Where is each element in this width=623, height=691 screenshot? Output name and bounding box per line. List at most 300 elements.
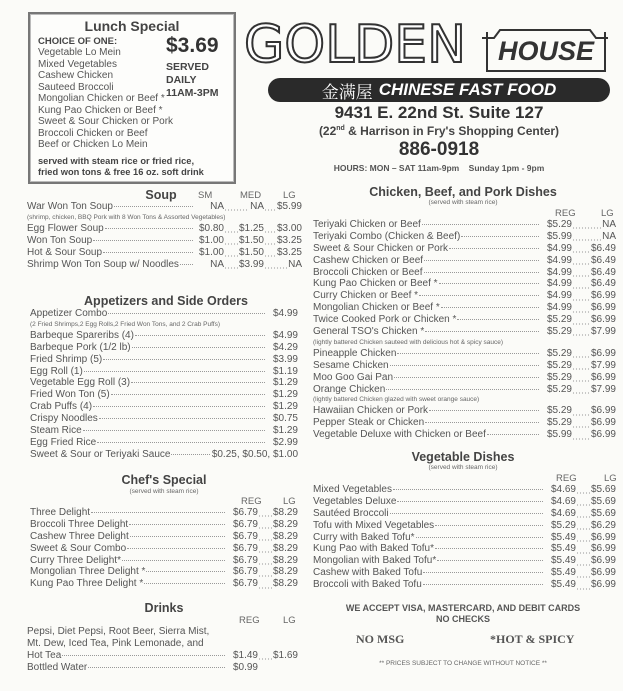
item-price bbox=[572, 231, 616, 243]
dot-leader bbox=[425, 331, 539, 332]
item-price-value: $4.29 bbox=[272, 341, 298, 353]
dot-leader bbox=[108, 313, 265, 314]
lunch-item: Mixed Vegetables bbox=[38, 58, 117, 70]
item-name: Broccoli Three Delight bbox=[30, 518, 129, 530]
item-price-value: $4.99 bbox=[272, 329, 298, 341]
menu-item-row bbox=[313, 302, 616, 314]
item-price bbox=[226, 566, 258, 578]
item-price bbox=[226, 578, 258, 590]
item-price-value: $5.69 bbox=[590, 507, 616, 519]
item-price bbox=[258, 507, 298, 519]
item-price-value: $4.99 bbox=[272, 308, 298, 319]
item-price-value: $6.79 bbox=[232, 566, 258, 578]
dot-leader bbox=[122, 560, 225, 561]
item-price bbox=[572, 405, 616, 417]
item-price bbox=[264, 235, 302, 247]
menu-item-row bbox=[313, 243, 616, 255]
dot-leader bbox=[449, 248, 539, 249]
item-name: Egg Fried Rice bbox=[30, 436, 97, 448]
item-price-value: $5.29 bbox=[546, 371, 572, 383]
menu-item-row bbox=[30, 425, 298, 437]
dot-leader bbox=[99, 418, 265, 419]
item-price-value: $5.99 bbox=[276, 201, 302, 212]
item-price bbox=[258, 662, 298, 674]
item-name: Sautéed Broccoli bbox=[313, 507, 389, 519]
item-name: Broccoli with Baked Tofu bbox=[313, 579, 422, 591]
menu-item-row bbox=[313, 267, 616, 279]
item-price-value: $0.80 bbox=[198, 222, 224, 234]
item-name: Kung Pao with Baked Tofu* bbox=[313, 543, 435, 555]
lunch-served bbox=[166, 61, 234, 100]
item-price bbox=[572, 243, 616, 255]
item-price bbox=[194, 201, 224, 213]
item-price bbox=[224, 259, 264, 271]
lunch-footer-line: served with steam rice or fried rice, bbox=[38, 156, 195, 166]
dot-leader bbox=[114, 206, 193, 207]
item-price bbox=[572, 360, 616, 372]
menu-item-row bbox=[313, 255, 616, 267]
item-price bbox=[572, 429, 616, 441]
item-price-value: $8.29 bbox=[272, 507, 298, 518]
item-price-value: $1.29 bbox=[272, 377, 298, 389]
chefs-special-note: (served with steam rice) bbox=[129, 488, 199, 495]
soup-list bbox=[27, 201, 302, 270]
item-name: Orange Chicken bbox=[313, 383, 386, 395]
item-name: Vegetable Deluxe with Chicken or Beef bbox=[313, 429, 486, 441]
item-price-value: $4.99 bbox=[546, 278, 572, 290]
menu-item-row bbox=[313, 484, 616, 496]
menu-item-row bbox=[313, 326, 616, 338]
item-price-value: $6.99 bbox=[590, 405, 616, 417]
menu-item-row bbox=[27, 247, 302, 259]
menu-item-row bbox=[27, 235, 302, 247]
lunch-special-title: Lunch Special bbox=[84, 18, 180, 34]
served-daily: SERVED DAILY bbox=[166, 61, 209, 86]
vegetable-note: (served with steam rice) bbox=[428, 464, 498, 471]
hours: HOURS: MON – SAT 11am-9pm Sunday 1pm - 9pm bbox=[333, 163, 545, 173]
item-price bbox=[540, 417, 572, 429]
menu-item-row bbox=[313, 567, 616, 579]
item-price-value: $8.29 bbox=[272, 566, 298, 578]
tagline-banner bbox=[268, 78, 610, 102]
item-name: Hot & Sour Soup bbox=[27, 246, 103, 258]
item-price-value: NA bbox=[210, 258, 224, 270]
item-price-value: $7.99 bbox=[590, 359, 616, 371]
item-name: Sesame Chicken bbox=[313, 359, 389, 371]
item-name: Moo Goo Gai Pan bbox=[313, 371, 394, 383]
dot-leader bbox=[439, 283, 539, 284]
lunch-hours: 11AM-3PM bbox=[166, 87, 219, 99]
menu-item-row bbox=[30, 366, 298, 378]
vegetable-title: Vegetable Dishes bbox=[411, 450, 515, 464]
item-name: Cashew Three Delight bbox=[30, 530, 129, 542]
item-price-value: $6.99 bbox=[590, 531, 616, 543]
location-sup: nd bbox=[336, 125, 345, 132]
item-price-value: $5.29 bbox=[546, 359, 572, 371]
item-price bbox=[544, 543, 576, 555]
menu-item-row bbox=[313, 429, 616, 441]
item-name: Shrimp Won Ton Soup w/ Noodles bbox=[27, 258, 179, 270]
item-price bbox=[258, 543, 298, 555]
item-price-value: $6.49 bbox=[590, 242, 616, 254]
dot-leader bbox=[397, 501, 543, 502]
item-price-value: $5.99 bbox=[546, 429, 572, 441]
menu-item-row bbox=[27, 223, 302, 235]
col-reg: REG bbox=[556, 473, 577, 484]
dot-leader bbox=[111, 394, 265, 395]
item-price bbox=[540, 219, 572, 231]
dot-leader bbox=[390, 365, 539, 366]
menu-item-row bbox=[30, 449, 298, 461]
menu-item-row bbox=[313, 348, 616, 360]
item-name: Kung Pao Three Delight * bbox=[30, 578, 144, 590]
item-price-value: NA bbox=[250, 201, 264, 212]
menu-item-row bbox=[313, 579, 616, 591]
dot-leader bbox=[93, 240, 193, 241]
lunch-items bbox=[38, 47, 173, 151]
logo-house-text: HOUSE bbox=[486, 32, 606, 72]
item-price-value: $8.29 bbox=[272, 554, 298, 566]
item-price-value: $6.29 bbox=[590, 519, 616, 531]
item-name: Tofu with Mixed Vegetables bbox=[313, 519, 435, 531]
item-price-value bbox=[297, 662, 298, 673]
item-price-value: $5.49 bbox=[550, 579, 576, 591]
item-price bbox=[572, 267, 616, 279]
item-price bbox=[544, 579, 576, 591]
item-price-value: $3.25 bbox=[276, 234, 302, 246]
item-name: Curry with Baked Tofu* bbox=[313, 531, 415, 543]
item-price-value: $5.29 bbox=[546, 383, 572, 395]
item-name: Curry Chicken or Beef * bbox=[313, 290, 419, 302]
menu-item-row bbox=[313, 417, 616, 429]
item-price-value: $4.99 bbox=[546, 266, 572, 278]
item-price-value: $7.99 bbox=[590, 383, 616, 395]
col-lg: LG bbox=[604, 473, 617, 484]
item-price-value: $4.99 bbox=[546, 242, 572, 254]
lunch-item: Sauteed Broccoli bbox=[38, 81, 114, 93]
menu-item-row bbox=[313, 532, 616, 544]
item-price-value: $4.69 bbox=[550, 495, 576, 507]
dot-leader bbox=[437, 560, 543, 561]
dot-leader bbox=[419, 295, 539, 296]
item-price bbox=[540, 326, 572, 338]
menu-item-row bbox=[313, 496, 616, 508]
item-price bbox=[224, 235, 264, 247]
chicken-beef-pork-title: Chicken, Beef, and Pork Dishes bbox=[369, 185, 557, 199]
lunch-item: Sweet & Sour Chicken or Pork bbox=[38, 116, 174, 127]
item-name: Hawaiian Chicken or Pork bbox=[313, 405, 429, 417]
item-price bbox=[540, 314, 572, 326]
dot-leader bbox=[422, 224, 539, 225]
dot-leader bbox=[386, 389, 539, 390]
menu-item-row bbox=[313, 543, 616, 555]
item-price bbox=[264, 201, 302, 213]
item-price bbox=[226, 543, 258, 555]
item-name: Mongolian with Baked Tofu* bbox=[313, 555, 437, 567]
item-price bbox=[576, 484, 616, 496]
menu-item-row bbox=[30, 354, 298, 366]
item-name: Hot Tea bbox=[27, 650, 62, 661]
item-price-value: $6.79 bbox=[232, 542, 258, 554]
menu-item-row bbox=[30, 543, 298, 555]
item-price-value: $6.99 bbox=[590, 314, 616, 326]
vegetable-list bbox=[313, 484, 616, 591]
menu-item-row bbox=[313, 278, 616, 290]
drinks-desc bbox=[27, 626, 209, 650]
menu-item-row bbox=[313, 384, 616, 396]
item-price bbox=[226, 519, 258, 531]
item-price bbox=[266, 342, 298, 354]
item-price-value: $4.69 bbox=[550, 507, 576, 519]
item-price bbox=[540, 267, 572, 279]
item-price bbox=[258, 566, 298, 578]
item-name: Steam Rice bbox=[30, 425, 82, 437]
menu-item-row bbox=[313, 555, 616, 567]
item-price-value: $6.99 bbox=[590, 579, 616, 591]
item-name: Won Ton Soup bbox=[27, 234, 93, 246]
dot-leader bbox=[424, 272, 540, 273]
item-price bbox=[572, 255, 616, 267]
item-price-value: NA bbox=[210, 201, 224, 212]
phone: 886-0918 bbox=[398, 139, 480, 160]
item-price bbox=[224, 201, 264, 213]
dot-leader bbox=[88, 667, 225, 668]
menu-item-row bbox=[313, 520, 616, 532]
dot-leader bbox=[62, 655, 225, 656]
item-price-value: $0.75 bbox=[272, 413, 298, 425]
item-price-value: $5.29 bbox=[546, 417, 572, 429]
item-price-value: $7.99 bbox=[590, 326, 616, 338]
dot-leader bbox=[103, 359, 265, 360]
item-price bbox=[258, 519, 298, 531]
menu-item-row bbox=[30, 377, 298, 389]
item-name: Kung Pao Chicken or Beef * bbox=[313, 278, 438, 290]
address: 9431 E. 22nd St. Suite 127 bbox=[334, 103, 544, 122]
item-name: Sweet & Sour Combo bbox=[30, 542, 127, 554]
item-price bbox=[576, 520, 616, 532]
lunch-special-box bbox=[28, 12, 236, 184]
choice-label: CHOICE OF ONE: bbox=[38, 36, 118, 47]
item-price bbox=[540, 429, 572, 441]
item-price-value: $2.99 bbox=[272, 436, 298, 448]
item-price bbox=[576, 496, 616, 508]
item-price bbox=[264, 259, 302, 271]
lunch-item: Cashew Chicken bbox=[38, 70, 114, 81]
item-name: Appetizer Combo bbox=[30, 308, 108, 319]
menu-item-row bbox=[313, 405, 616, 417]
dot-leader bbox=[393, 489, 543, 490]
item-price bbox=[540, 243, 572, 255]
item-name: Egg Roll (1) bbox=[30, 365, 83, 377]
item-price bbox=[226, 507, 258, 519]
drinks-list bbox=[27, 650, 298, 674]
item-price-value: $6.99 bbox=[590, 555, 616, 567]
dot-leader bbox=[457, 319, 539, 320]
menu-item-row bbox=[313, 360, 616, 372]
menu-item-row bbox=[27, 259, 302, 271]
dot-leader bbox=[423, 584, 543, 585]
menu-item-row bbox=[30, 330, 298, 342]
menu-item-row bbox=[30, 437, 298, 449]
item-price-value: $8.29 bbox=[272, 518, 298, 530]
item-name: Mixed Vegetables bbox=[313, 484, 392, 495]
item-price bbox=[540, 255, 572, 267]
item-price-value: $5.29 bbox=[546, 405, 572, 417]
menu-item-row bbox=[27, 662, 298, 674]
item-price-value: $4.99 bbox=[546, 254, 572, 266]
menu-item-row bbox=[313, 231, 616, 243]
item-price bbox=[544, 508, 576, 520]
item-price bbox=[264, 223, 302, 235]
item-price bbox=[540, 302, 572, 314]
dot-leader bbox=[144, 583, 225, 584]
item-price bbox=[226, 531, 258, 543]
location-post: & Harrison in Fry's Shopping Center) bbox=[344, 124, 560, 138]
lunch-item: Vegetable Lo Mein bbox=[38, 47, 121, 58]
item-price bbox=[266, 425, 298, 437]
item-name: Fried Shrimp (5) bbox=[30, 353, 103, 365]
dot-leader bbox=[441, 307, 539, 308]
lunch-item: Mongolian Chicken or Beef * bbox=[38, 93, 165, 104]
menu-item-row bbox=[313, 219, 616, 231]
menu-item-row bbox=[30, 342, 298, 354]
drinks-desc-line: Mt. Dew, Iced Tea, Pink Lemonade, and bbox=[27, 638, 204, 649]
menu-item-row bbox=[313, 314, 616, 326]
drinks-desc-line: Pepsi, Diet Pepsi, Root Beer, Sierra Mist, bbox=[27, 626, 210, 637]
chinese-name: 金满屋 bbox=[321, 82, 373, 102]
item-price-value: $5.99 bbox=[546, 230, 572, 242]
item-price bbox=[540, 405, 572, 417]
tagline: CHINESE FAST FOOD bbox=[378, 80, 557, 99]
item-price bbox=[266, 366, 298, 378]
item-price-value: $5.29 bbox=[546, 219, 572, 230]
soup-title: Soup bbox=[145, 188, 177, 202]
item-name: Vegetable Egg Roll (3) bbox=[30, 377, 131, 389]
menu-item-row bbox=[30, 531, 298, 543]
item-name: Mongolian Chicken or Beef * bbox=[313, 302, 440, 314]
item-price bbox=[540, 360, 572, 372]
item-price-value: $6.99 bbox=[590, 429, 616, 441]
dot-leader bbox=[105, 228, 193, 229]
item-price-value: $6.49 bbox=[590, 266, 616, 278]
item-price bbox=[544, 555, 576, 567]
dot-leader bbox=[93, 406, 265, 407]
item-note: (shrimp, chicken, BBQ Pork with 8 Won Tons & Assorted Vegetables) bbox=[27, 213, 226, 221]
item-price bbox=[266, 413, 298, 425]
item-price bbox=[540, 278, 572, 290]
item-price bbox=[576, 567, 616, 579]
item-price bbox=[576, 532, 616, 544]
col-lg: LG bbox=[283, 496, 296, 507]
lunch-footer-line: fried won tons & free 16 oz. soft drink bbox=[38, 167, 204, 177]
menu-item-row bbox=[27, 201, 302, 213]
item-price-value: $5.49 bbox=[550, 555, 576, 567]
item-price bbox=[266, 437, 298, 449]
menu-item-row bbox=[313, 290, 616, 302]
menu-item-row bbox=[30, 401, 298, 413]
col-reg: REG bbox=[241, 496, 262, 507]
item-price bbox=[572, 302, 616, 314]
item-price-value: $8.29 bbox=[272, 542, 298, 554]
lunch-item: Beef or Chicken Lo Mein bbox=[38, 139, 148, 150]
item-name: Pepper Steak or Chicken bbox=[313, 417, 425, 429]
item-price-value: $8.29 bbox=[272, 530, 298, 542]
item-price bbox=[226, 650, 258, 662]
item-name: Sweet & Sour Chicken or Pork bbox=[313, 242, 449, 254]
item-price bbox=[264, 247, 302, 259]
chicken-beef-pork-note: (served with steam rice) bbox=[428, 199, 498, 206]
item-price bbox=[572, 314, 616, 326]
item-price-value: $4.69 bbox=[550, 484, 576, 495]
menu-item-row bbox=[313, 508, 616, 520]
item-price-value: $6.79 bbox=[232, 578, 258, 590]
dot-leader bbox=[429, 410, 539, 411]
col-med: MED bbox=[240, 190, 262, 201]
item-price bbox=[572, 219, 616, 231]
item-price-value: $1.00 bbox=[198, 234, 224, 246]
item-price-value: $5.49 bbox=[550, 543, 576, 555]
item-price-value: $4.99 bbox=[546, 302, 572, 314]
item-price bbox=[576, 555, 616, 567]
item-price bbox=[544, 520, 576, 532]
dot-leader bbox=[435, 525, 543, 526]
item-note: (lightly battered Chicken glazed with sweet orange sauce) bbox=[313, 396, 480, 404]
item-name: Cashew with Baked Tofu bbox=[313, 567, 423, 579]
item-price bbox=[266, 330, 298, 342]
item-price bbox=[540, 384, 572, 396]
price-disclaimer: ** PRICES SUBJECT TO CHANGE WITHOUT NOTICE ** bbox=[379, 660, 547, 667]
item-price-value: NA bbox=[602, 230, 616, 242]
item-price-value: $3.25 bbox=[276, 246, 302, 258]
item-price-value: $6.79 bbox=[232, 530, 258, 542]
item-price bbox=[576, 579, 616, 591]
appetizers-list bbox=[30, 308, 298, 461]
appetizers-title: Appetizers and Side Orders bbox=[84, 294, 248, 308]
item-price bbox=[194, 247, 224, 259]
item-price-value: $3.99 bbox=[238, 258, 264, 270]
item-price bbox=[544, 567, 576, 579]
drinks-title: Drinks bbox=[144, 601, 184, 615]
dot-leader bbox=[425, 422, 539, 423]
item-price bbox=[572, 326, 616, 338]
no-checks: NO CHECKS bbox=[435, 614, 490, 624]
dot-leader bbox=[461, 236, 539, 237]
item-price bbox=[194, 223, 224, 235]
dot-leader bbox=[390, 513, 543, 514]
item-price-value: $5.69 bbox=[590, 484, 616, 495]
item-name: Vegetables Deluxe bbox=[313, 495, 397, 507]
item-price bbox=[572, 372, 616, 384]
item-price bbox=[576, 543, 616, 555]
item-price-value: $6.49 bbox=[590, 254, 616, 266]
item-price bbox=[266, 308, 298, 320]
item-price-value: $3.99 bbox=[272, 353, 298, 365]
menu-item-row bbox=[27, 650, 298, 662]
item-price bbox=[576, 508, 616, 520]
item-name: Fried Won Ton (5) bbox=[30, 389, 110, 401]
item-name: Pineapple Chicken bbox=[313, 347, 397, 359]
chefs-special-list bbox=[30, 507, 298, 590]
no-msg: NO MSG bbox=[356, 632, 405, 646]
item-price bbox=[226, 555, 258, 567]
hot-spicy-legend: *HOT & SPICY bbox=[490, 632, 575, 646]
item-name: War Won Ton Soup bbox=[27, 201, 113, 212]
item-price-value: $6.79 bbox=[232, 554, 258, 566]
menu-item-row bbox=[30, 578, 298, 590]
item-name: Broccoli Chicken or Beef bbox=[313, 266, 423, 278]
item-price bbox=[540, 231, 572, 243]
item-price-value: $1.49 bbox=[232, 650, 258, 661]
